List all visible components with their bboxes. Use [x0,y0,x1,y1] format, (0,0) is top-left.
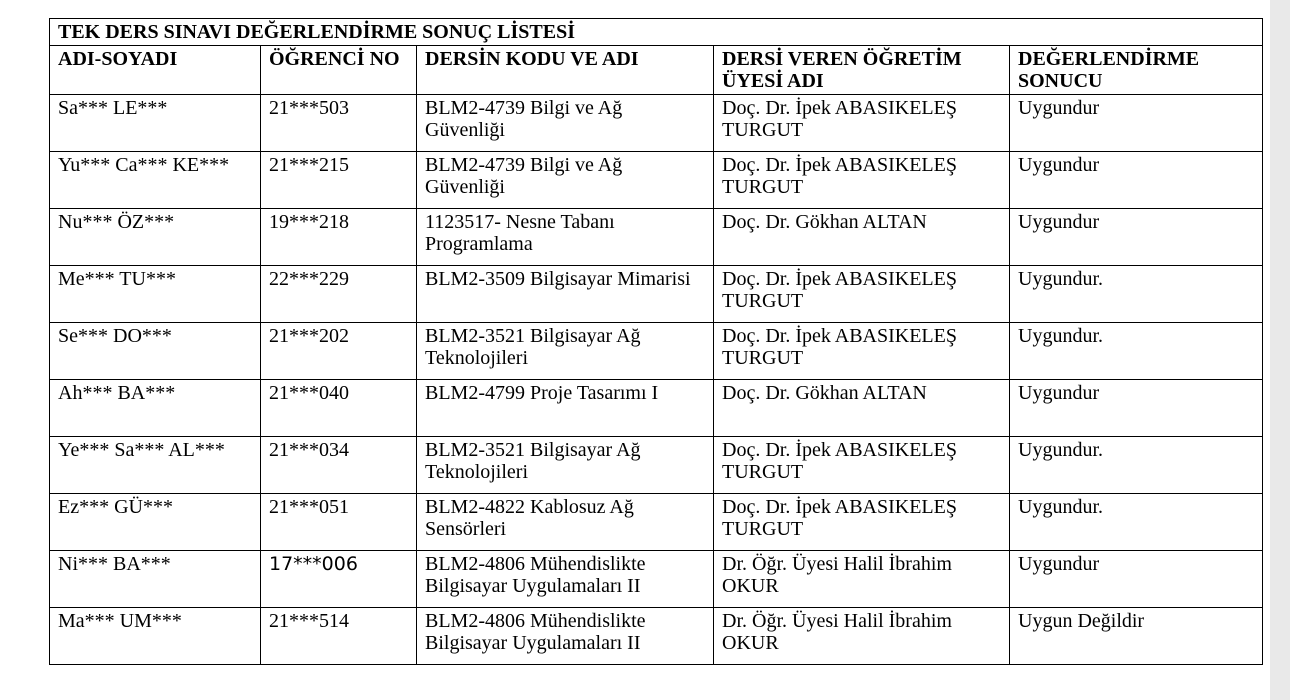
cell-instructor: Dr. Öğr. Üyesi Halil İbrahim OKUR [714,608,1010,665]
cell-course: BLM2-4739 Bilgi ve Ağ Güvenliği [417,152,714,209]
cell-result: Uygundur [1010,209,1263,266]
table-row [50,266,1263,323]
results-table [49,18,1263,665]
cell-course: BLM2-4822 Kablosuz Ağ Sensörleri [417,494,714,551]
cell-course: BLM2-4799 Proje Tasarımı I [417,380,714,437]
header-student-no: ÖĞRENCİ NO [261,46,417,95]
header-course: DERSİN KODU VE ADI [417,46,714,95]
scrollbar[interactable] [1270,0,1290,700]
cell-result: Uygun Değildir [1010,608,1263,665]
cell-student-no: 21***503 [261,95,417,152]
table-row [50,494,1263,551]
header-row [50,46,1263,95]
cell-course: BLM2-4739 Bilgi ve Ağ Güvenliği [417,95,714,152]
cell-student-no: 21***051 [261,494,417,551]
table-row [50,152,1263,209]
cell-course: BLM2-4806 Mühendislikte Bilgisayar Uygulamaları II [417,608,714,665]
cell-course: BLM2-3509 Bilgisayar Mimarisi [417,266,714,323]
cell-course: BLM2-4806 Mühendislikte Bilgisayar Uygulamaları II [417,551,714,608]
header-instructor: DERSİ VEREN ÖĞRETİM ÜYESİ ADI [714,46,1010,95]
cell-student-no: 21***215 [261,152,417,209]
table-title: TEK DERS SINAVI DEĞERLENDİRME SONUÇ LİSTESİ [50,19,1263,46]
title-row [50,19,1263,46]
cell-instructor: Doç. Dr. İpek ABASIKELEŞ TURGUT [714,437,1010,494]
table-row [50,437,1263,494]
cell-name: Ez*** GÜ*** [50,494,261,551]
cell-result: Uygundur [1010,95,1263,152]
header-result: DEĞERLENDİRME SONUCU [1010,46,1263,95]
cell-name: Se*** DO*** [50,323,261,380]
cell-name: Me*** TU*** [50,266,261,323]
cell-result: Uygundur [1010,551,1263,608]
cell-student-no: 21***202 [261,323,417,380]
cell-result: Uygundur [1010,380,1263,437]
cell-name: Ma*** UM*** [50,608,261,665]
header-name: ADI-SOYADI [50,46,261,95]
cell-student-no: 21***034 [261,437,417,494]
cell-name: Yu*** Ca*** KE*** [50,152,261,209]
cell-instructor: Doç. Dr. İpek ABASIKELEŞ TURGUT [714,494,1010,551]
cell-instructor: Doç. Dr. Gökhan ALTAN [714,380,1010,437]
table-row [50,209,1263,266]
cell-student-no: 21***514 [261,608,417,665]
cell-name: Ah*** BA*** [50,380,261,437]
cell-instructor: Doç. Dr. İpek ABASIKELEŞ TURGUT [714,323,1010,380]
cell-instructor: Dr. Öğr. Üyesi Halil İbrahim OKUR [714,551,1010,608]
cell-result: Uygundur. [1010,323,1263,380]
cell-name: Ni*** BA*** [50,551,261,608]
cell-instructor: Doç. Dr. İpek ABASIKELEŞ TURGUT [714,95,1010,152]
cell-course: BLM2-3521 Bilgisayar Ağ Teknolojileri [417,323,714,380]
cell-result: Uygundur [1010,152,1263,209]
cell-result: Uygundur. [1010,266,1263,323]
cell-name: Sa*** LE*** [50,95,261,152]
table-row [50,551,1263,608]
cell-name: Nu*** ÖZ*** [50,209,261,266]
cell-result: Uygundur. [1010,437,1263,494]
table-row [50,95,1263,152]
cell-course: BLM2-3521 Bilgisayar Ağ Teknolojileri [417,437,714,494]
table-row [50,608,1263,665]
cell-name: Ye*** Sa*** AL*** [50,437,261,494]
table-row [50,323,1263,380]
cell-course: 1123517- Nesne Tabanı Programlama [417,209,714,266]
cell-instructor: Doç. Dr. İpek ABASIKELEŞ TURGUT [714,152,1010,209]
table-row [50,380,1263,437]
cell-student-no: 17***006 [261,551,417,608]
cell-result: Uygundur. [1010,494,1263,551]
cell-student-no: 21***040 [261,380,417,437]
cell-instructor: Doç. Dr. Gökhan ALTAN [714,209,1010,266]
cell-instructor: Doç. Dr. İpek ABASIKELEŞ TURGUT [714,266,1010,323]
cell-student-no: 22***229 [261,266,417,323]
cell-student-no: 19***218 [261,209,417,266]
